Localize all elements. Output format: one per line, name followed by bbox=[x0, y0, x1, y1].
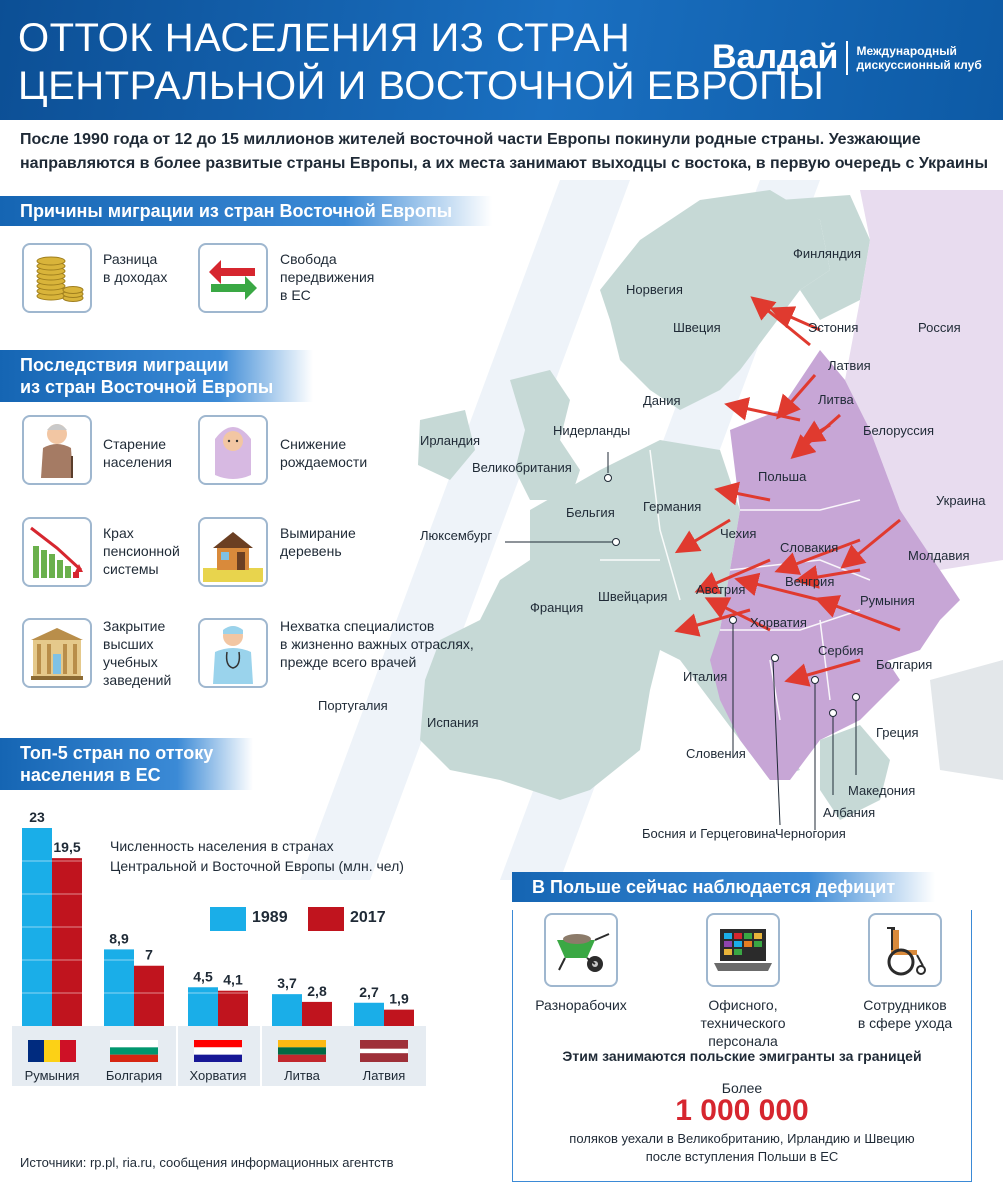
country-label: Чехия bbox=[720, 526, 757, 541]
flag-stripe bbox=[28, 1040, 44, 1062]
country-label: Бельгия bbox=[566, 505, 615, 520]
country-label: Сербия bbox=[818, 643, 864, 658]
country-label: Испания bbox=[427, 715, 479, 730]
bar-2017 bbox=[134, 966, 164, 1026]
country-label: Венгрия bbox=[785, 574, 835, 589]
country-label: Великобритания bbox=[472, 460, 572, 475]
university-icon bbox=[27, 624, 87, 682]
cause-label-freedom: Свобода передвижения в ЕС bbox=[280, 251, 375, 303]
country-label: Эстония bbox=[808, 320, 859, 335]
category-label: Румыния bbox=[24, 1068, 80, 1083]
valdai-logo bbox=[712, 38, 982, 77]
bar-value-label: 2,7 bbox=[359, 983, 379, 1000]
million-figure: 1 000 000 bbox=[675, 1094, 809, 1127]
doctor-card bbox=[198, 618, 268, 688]
category-label: Литва bbox=[284, 1068, 320, 1083]
baby-card bbox=[198, 415, 268, 485]
house-icon bbox=[203, 522, 263, 582]
category-label: Болгария bbox=[105, 1068, 163, 1083]
page-title bbox=[18, 14, 824, 110]
baby-icon bbox=[211, 419, 255, 481]
country-label: Белоруссия bbox=[863, 423, 935, 438]
country-label: Литва bbox=[818, 392, 854, 407]
category-label: Латвия bbox=[362, 1068, 406, 1083]
country-label: Румыния bbox=[860, 593, 915, 608]
bar-value-label: 1,9 bbox=[389, 990, 409, 1007]
bar-1989 bbox=[272, 994, 302, 1026]
sources-text: Источники: rp.pl, ria.ru, сообщения информационных агентств bbox=[20, 1155, 394, 1170]
flag-stripe bbox=[360, 1049, 408, 1053]
country-label: Дания bbox=[643, 393, 681, 408]
logo-separator bbox=[846, 41, 848, 75]
pension-card bbox=[22, 517, 92, 587]
country-label: Франция bbox=[530, 600, 584, 615]
country-label: Босния и Герцеговина bbox=[642, 826, 776, 841]
country-label: Македония bbox=[848, 783, 916, 798]
laborer-card bbox=[544, 913, 618, 987]
bar-1989 bbox=[104, 949, 134, 1026]
legend-swatch-2017 bbox=[308, 907, 344, 931]
country-label: Хорватия bbox=[750, 615, 807, 630]
country-label: Австрия bbox=[696, 582, 746, 597]
arrows-card bbox=[198, 243, 268, 313]
country-label: Черногория bbox=[775, 826, 846, 841]
bar-2017 bbox=[218, 991, 248, 1026]
consequence-label-aging: Старение населения bbox=[103, 436, 172, 470]
bar-value-label: 23 bbox=[29, 809, 45, 825]
flag-stripe bbox=[44, 1040, 60, 1062]
deficit-label-care: Сотрудников в сфере ухода bbox=[857, 997, 953, 1031]
country-label: Латвия bbox=[828, 358, 871, 373]
emigrants-note: Этим занимаются польские эмигранты за границей bbox=[562, 1048, 922, 1064]
country-label: Нидерланды bbox=[553, 423, 631, 438]
flag-stripe bbox=[194, 1055, 242, 1062]
consequence-label-villages: Вымирание деревень bbox=[280, 525, 356, 559]
more-label: Более bbox=[721, 1080, 763, 1096]
flag-stripe bbox=[278, 1047, 326, 1054]
flag-stripe bbox=[110, 1047, 158, 1054]
country-label: Норвегия bbox=[626, 282, 683, 297]
flag-stripe bbox=[110, 1055, 158, 1062]
title-line-2: ЦЕНТРАЛЬНОЙ И ВОСТОЧНОЙ ЕВРОПЫ bbox=[18, 64, 825, 108]
country-label: Россия bbox=[918, 320, 961, 335]
intro-text: После 1990 года от 12 до 15 миллионов жителей восточной части Европы покинули родные страны. Уезжающие направляются в более развитые страны Европы, а их места занимают выходцы с востока, в первую очередь с Украины bbox=[20, 131, 989, 172]
category-label: Хорватия bbox=[189, 1068, 247, 1083]
country-label: Молдавия bbox=[908, 548, 970, 563]
bar-value-label: 4,5 bbox=[193, 968, 213, 985]
country-label: Болгария bbox=[876, 657, 933, 672]
deficit-label-office: Офисного, технического персонала bbox=[700, 997, 786, 1049]
coins-icon bbox=[29, 250, 85, 306]
country-label: Финляндия bbox=[793, 246, 862, 261]
poland-heading: В Польше сейчас наблюдается дефицит bbox=[512, 872, 935, 902]
laptop-icon bbox=[712, 925, 774, 975]
university-card bbox=[22, 618, 92, 688]
consequence-label-universities: Закрытие высших учебных заведений bbox=[103, 618, 172, 688]
country-label: Ирландия bbox=[420, 433, 481, 448]
village-card bbox=[198, 517, 268, 587]
country-label: Португалия bbox=[318, 698, 388, 713]
arrows-icon bbox=[205, 250, 261, 306]
country-label: Италия bbox=[683, 669, 728, 684]
bar-value-label: 19,5 bbox=[53, 839, 81, 856]
logo-tagline: Международный дискуссионный клуб bbox=[856, 43, 982, 72]
cause-label-income: Разница в доходах bbox=[103, 251, 168, 285]
emigrants-description: поляков уехали в Великобританию, Ирландию и Швецию после вступления Польши в ЕС bbox=[569, 1131, 915, 1164]
bar-value-label: 8,9 bbox=[109, 930, 129, 947]
country-label: Швейцария bbox=[598, 589, 668, 604]
country-label: Греция bbox=[876, 725, 919, 740]
country-label: Украина bbox=[936, 493, 986, 508]
flag-stripe bbox=[110, 1040, 158, 1047]
top5-heading: Топ-5 стран по оттоку населения в ЕС bbox=[0, 738, 253, 790]
country-label: Албания bbox=[823, 805, 876, 820]
flag-stripe bbox=[278, 1040, 326, 1047]
office-card bbox=[706, 913, 780, 987]
flag-stripe bbox=[278, 1055, 326, 1062]
deficit-label-laborers: Разнорабочих bbox=[535, 997, 627, 1013]
legend-label-2017: 2017 bbox=[350, 909, 386, 926]
consequence-label-pension: Крах пенсионной системы bbox=[103, 525, 180, 577]
country-label: Швеция bbox=[673, 320, 721, 335]
chart-title: Численность населения в странах Центральной и Восточной Европы (млн. чел) bbox=[110, 838, 404, 874]
consequence-label-birthrate: Снижение рождаемости bbox=[280, 436, 368, 470]
elderly-card bbox=[22, 415, 92, 485]
coins-card bbox=[22, 243, 92, 313]
country-label: Польша bbox=[758, 469, 807, 484]
flag-stripe bbox=[194, 1047, 242, 1054]
legend-swatch-1989 bbox=[210, 907, 246, 931]
flag-stripe bbox=[360, 1040, 408, 1049]
bar-value-label: 3,7 bbox=[277, 975, 297, 992]
elderly-woman-icon bbox=[29, 420, 85, 480]
turkey-shape bbox=[930, 660, 1003, 780]
bar-2017 bbox=[52, 858, 82, 1026]
bar-value-label: 2,8 bbox=[307, 982, 327, 999]
doctor-icon bbox=[205, 622, 261, 684]
country-label: Германия bbox=[643, 499, 702, 514]
flag-stripe bbox=[194, 1040, 242, 1047]
flag-stripe bbox=[360, 1053, 408, 1062]
causes-heading: Причины миграции из стран Восточной Европы bbox=[0, 196, 492, 226]
wheelchair-icon bbox=[877, 922, 933, 978]
title-line-1: ОТТОК НАСЕЛЕНИЯ ИЗ СТРАН bbox=[18, 16, 631, 60]
logo-name: Валдай bbox=[712, 38, 839, 76]
flag-stripe bbox=[60, 1040, 76, 1062]
bar-1989 bbox=[354, 1003, 384, 1026]
bar-2017 bbox=[384, 1010, 414, 1026]
wheelbarrow-icon bbox=[551, 922, 611, 978]
bar-value-label: 7 bbox=[145, 946, 153, 963]
consequences-heading: Последствия миграции из стран Восточной Европы bbox=[0, 350, 313, 402]
consequence-label-doctors: Нехватка специалистов в жизненно важных отраслях, прежде всего врачей bbox=[280, 618, 474, 670]
legend-label-1989: 1989 bbox=[252, 909, 288, 926]
country-label: Словения bbox=[686, 746, 746, 761]
bar-2017 bbox=[302, 1002, 332, 1026]
bar-value-label: 4,1 bbox=[223, 971, 243, 988]
care-card bbox=[868, 913, 942, 987]
country-label: Словакия bbox=[780, 540, 839, 555]
declining-chart-icon bbox=[27, 522, 87, 582]
country-label: Люксембург bbox=[420, 528, 493, 543]
